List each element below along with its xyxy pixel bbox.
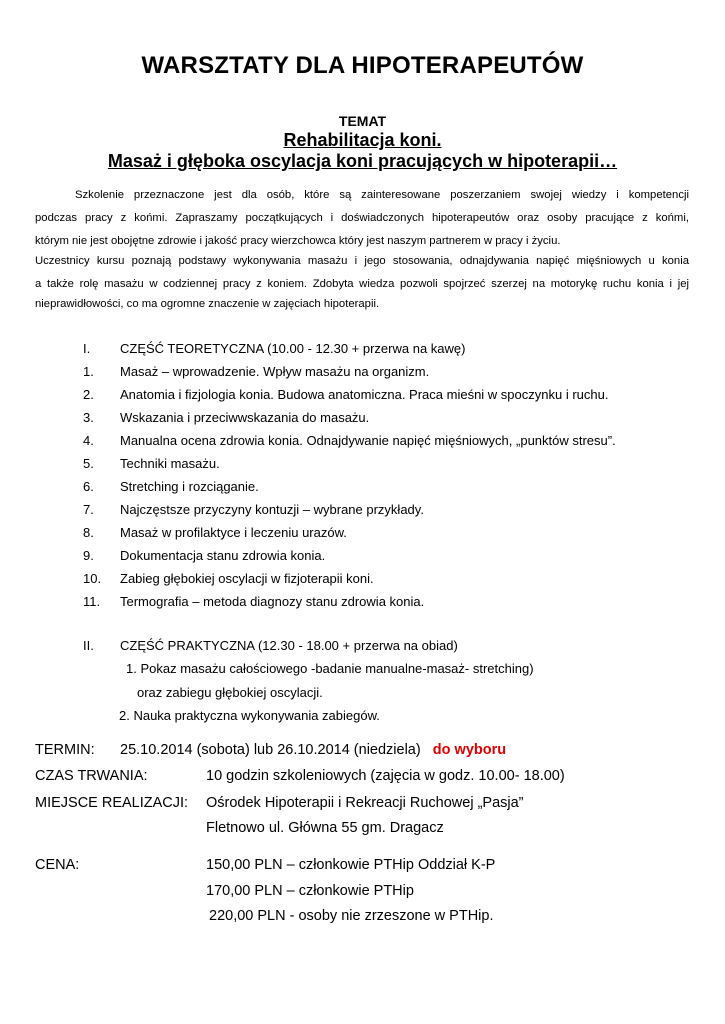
list-item-number: 7. bbox=[83, 502, 94, 517]
document-title: WARSZTATY DLA HIPOTERAPEUTÓW bbox=[141, 52, 584, 79]
practice-item: 1. Pokaz masażu całościowego -badanie manualne-masaż- stretching) bbox=[126, 661, 534, 676]
list-item-number: 3. bbox=[83, 410, 94, 425]
section-number: II. bbox=[83, 638, 94, 653]
list-item-number: 1. bbox=[83, 364, 94, 379]
intro-line: Szkolenie przeznaczone jest dla osób, które są zainteresowane poszerzaniem swojej wiedzy i kompetencji bbox=[75, 189, 689, 201]
price-line: 150,00 PLN – członkowie PTHip Oddział K-P bbox=[206, 857, 496, 873]
term-dates: 25.10.2014 (sobota) lub 26.10.2014 (niedziela) bbox=[120, 742, 421, 758]
place-name: Ośrodek Hipoterapii i Rekreacji Ruchowej „Pasja” bbox=[206, 795, 524, 811]
list-item-number: 9. bbox=[83, 548, 94, 563]
intro-line: a także rolę masażu w codziennej pracy z koniem. Zdobyta wiedza pozwoli spojrzeć szerzej na motorykę ruchu konia i jej bbox=[35, 278, 689, 290]
section-heading: CZĘŚĆ TEORETYCZNA (10.00 - 12.30 + przerwa na kawę) bbox=[120, 341, 466, 356]
intro-line: Uczestnicy kursu poznają podstawy wykonywania masażu i jego stosowania, odnajdywania napięć mięśniowych u konia bbox=[35, 255, 689, 267]
list-item-number: 6. bbox=[83, 479, 94, 494]
topic-heading-line-2: Masaż i głęboka oscylacja koni pracujących w hipoterapii… bbox=[107, 151, 618, 171]
list-item: Masaż – wprowadzenie. Wpływ masażu na organizm. bbox=[120, 364, 430, 379]
list-item: Termografia – metoda diagnozy stanu zdrowia konia. bbox=[120, 594, 425, 609]
duration-label: CZAS TRWANIA: bbox=[35, 768, 148, 784]
intro-line: podczas pracy z końmi. Zapraszamy początkujących i doświadczonych hipoterapeutów oraz osoby pracujące z końmi, bbox=[35, 212, 689, 224]
list-item: Dokumentacja stanu zdrowia konia. bbox=[120, 548, 326, 563]
intro-line: nieprawidłowości, co ma ogromne znaczenie w zajęciach hipoterapii. bbox=[35, 298, 380, 310]
place-address: Fletnowo ul. Główna 55 gm. Dragacz bbox=[206, 820, 444, 836]
price-line: 220,00 PLN - osoby nie zrzeszone w PTHip. bbox=[209, 908, 494, 924]
topic-heading-line-1: Rehabilitacja koni. bbox=[283, 130, 442, 150]
list-item-number: 8. bbox=[83, 525, 94, 540]
topic-label: TEMAT bbox=[338, 113, 387, 129]
term-choice-note: do wyboru bbox=[432, 742, 507, 758]
list-item: Techniki masażu. bbox=[120, 456, 220, 471]
list-item: Zabieg głębokiej oscylacji w fizjoterapii koni. bbox=[120, 571, 374, 586]
practice-item: 2. Nauka praktyczna wykonywania zabiegów. bbox=[119, 708, 380, 723]
list-item: Manualna ocena zdrowia konia. Odnajdywanie napięć mięśniowych, „punktów stresu”. bbox=[120, 433, 616, 448]
list-item-number: 4. bbox=[83, 433, 94, 448]
list-item: Najczęstsze przyczyny kontuzji – wybrane przykłady. bbox=[120, 502, 424, 517]
term-label: TERMIN: bbox=[35, 742, 95, 758]
intro-line: którym nie jest obojętne zdrowie i jakość pracy wierzchowca który jest naszym partnerem w pracy i życiu. bbox=[35, 235, 561, 247]
price-label: CENA: bbox=[35, 857, 80, 873]
list-item-number: 11. bbox=[83, 594, 101, 609]
section-heading: CZĘŚĆ PRAKTYCZNA (12.30 - 18.00 + przerwa na obiad) bbox=[120, 638, 458, 653]
list-item: Stretching i rozciąganie. bbox=[120, 479, 259, 494]
price-line: 170,00 PLN – członkowie PTHip bbox=[206, 883, 414, 899]
list-item: Wskazania i przeciwwskazania do masażu. bbox=[120, 410, 370, 425]
practice-item-continuation: oraz zabiegu głębokiej oscylacji. bbox=[137, 685, 323, 700]
duration-value: 10 godzin szkoleniowych (zajęcia w godz. 10.00- 18.00) bbox=[206, 768, 565, 784]
list-item-number: 2. bbox=[83, 387, 94, 402]
term-value bbox=[120, 742, 506, 758]
place-label: MIEJSCE REALIZACJI: bbox=[35, 795, 189, 811]
list-item: Masaż w profilaktyce i leczeniu urazów. bbox=[120, 525, 347, 540]
list-item-number: 5. bbox=[83, 456, 94, 471]
section-number: I. bbox=[83, 341, 91, 356]
list-item: Anatomia i fizjologia konia. Budowa anatomiczna. Praca mieśni w spoczynku i ruchu. bbox=[120, 387, 609, 402]
list-item-number: 10. bbox=[83, 571, 102, 586]
